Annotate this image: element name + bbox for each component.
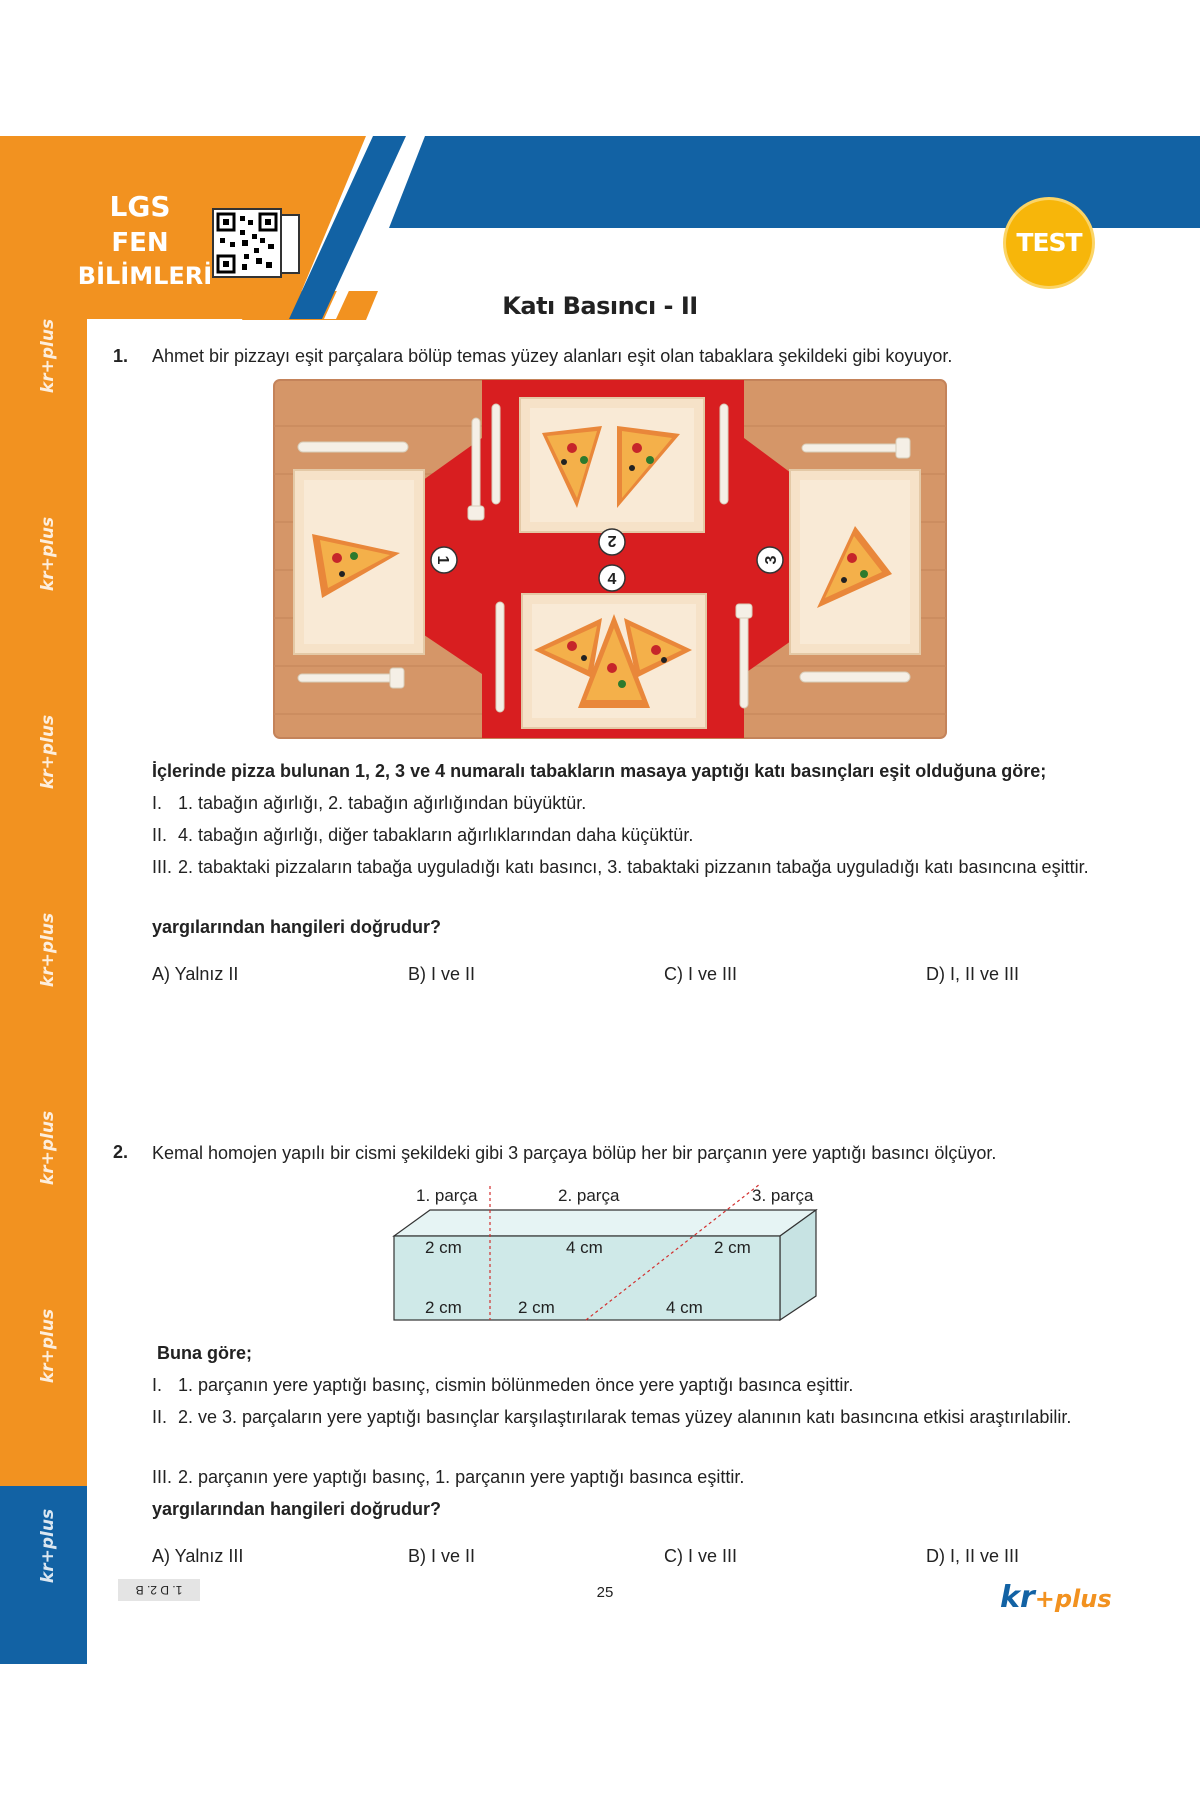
q2-intro: Buna göre; bbox=[157, 1343, 253, 1363]
q2-text: Kemal homojen yapılı bir cismi şekildeki gibi 3 parçaya bölüp her bir parçanın yere yaptığı basıncı ölçüyor. bbox=[152, 1143, 997, 1163]
brand-line-3: BİLİMLERİ bbox=[77, 262, 213, 290]
footer-logo: kr+plus bbox=[1000, 1580, 1112, 1615]
part-label-3: 3. parça bbox=[752, 1186, 814, 1205]
q2-statement-num: I. bbox=[152, 1375, 163, 1395]
top-dim-2: 4 cm bbox=[566, 1238, 603, 1257]
page-title: Katı Basıncı - II bbox=[502, 292, 698, 320]
q2-question: yargılarından hangileri doğrudur? bbox=[152, 1499, 442, 1519]
bottom-dim-1: 2 cm bbox=[425, 1298, 462, 1317]
q1-option-c[interactable]: C) I ve III bbox=[664, 964, 738, 984]
test-badge: TEST 13 bbox=[1006, 200, 1092, 286]
q1-statement-num: III. bbox=[152, 857, 173, 877]
plate-label-3: 3 bbox=[763, 555, 780, 565]
q1-question: yargılarından hangileri doğrudur? bbox=[152, 917, 442, 937]
q1-statement: 2. tabaktaki pizzaların tabağa uyguladığı katı basıncı, 3. tabaktaki pizzanın tabağa uyguladığı katı basıncına eşittir. bbox=[178, 857, 1089, 877]
q2-option-c[interactable]: C) I ve III bbox=[664, 1546, 738, 1566]
q1-statement: 1. tabağın ağırlığı, 2. tabağın ağırlığından büyüktür. bbox=[178, 793, 587, 813]
plate-label-2: 2 bbox=[607, 532, 617, 549]
q1-statement-num: I. bbox=[152, 793, 163, 813]
q2-option-b[interactable]: B) I ve II bbox=[408, 1546, 476, 1566]
answer-key: 1. D 2. B bbox=[118, 1579, 200, 1601]
bottom-dim-2: 2 cm bbox=[518, 1298, 555, 1317]
q1-text: Ahmet bir pizzayı eşit parçalara bölüp temas yüzey alanları eşit olan tabaklara şekildeki gibi koyuyor. bbox=[152, 346, 953, 366]
q1-condition: İçlerinde pizza bulunan 1, 2, 3 ve 4 numaralı tabakların masaya yaptığı katı basınçları eşit olduğuna göre; bbox=[152, 761, 1047, 781]
q2-statement-num: III. bbox=[152, 1467, 173, 1487]
q1-statement: 4. tabağın ağırlığı, diğer tabakların ağırlıklarından daha küçüktür. bbox=[178, 825, 694, 845]
q1-option-a[interactable]: A) Yalnız II bbox=[152, 964, 239, 984]
part-label-1: 1. parça bbox=[416, 1186, 478, 1205]
bottom-dim-3: 4 cm bbox=[666, 1298, 703, 1317]
q2-option-d[interactable]: D) I, II ve III bbox=[926, 1546, 1020, 1566]
qr-code-icon[interactable] bbox=[212, 208, 282, 278]
q2-option-a[interactable]: A) Yalnız III bbox=[152, 1546, 244, 1566]
q1-option-b[interactable]: B) I ve II bbox=[408, 964, 476, 984]
top-dim-1: 2 cm bbox=[425, 1238, 462, 1257]
q2-statement: 2. ve 3. parçaların yere yaptığı basınçlar karşılaştırılarak temas yüzey alanının katı basıncına etkisi araştırılabilir. bbox=[178, 1407, 1072, 1427]
plate-label-1: 1 bbox=[434, 555, 451, 565]
plate-label-4: 4 bbox=[607, 571, 617, 588]
q1-number: 1. bbox=[113, 346, 129, 366]
top-dim-3: 2 cm bbox=[714, 1238, 751, 1257]
brand-line-1: LGS bbox=[109, 190, 171, 223]
part-label-2: 2. parça bbox=[558, 1186, 620, 1205]
q2-statement-num: II. bbox=[152, 1407, 168, 1427]
brand-line-2: FEN bbox=[111, 228, 169, 258]
qr-side-tab bbox=[280, 214, 300, 274]
q1-option-d[interactable]: D) I, II ve III bbox=[926, 964, 1020, 984]
q2-statement: 2. parçanın yere yaptığı basınç, 1. parçanın yere yaptığı basınca eşittir. bbox=[178, 1467, 745, 1487]
q2-statement: 1. parçanın yere yaptığı basınç, cismin bölünmeden önce yere yaptığı basınca eşittir. bbox=[178, 1375, 854, 1395]
q1-statement-num: II. bbox=[152, 825, 168, 845]
pizza-table-illustration bbox=[272, 378, 948, 740]
page-number: 25 bbox=[596, 1584, 614, 1601]
q2-number: 2. bbox=[113, 1142, 129, 1162]
